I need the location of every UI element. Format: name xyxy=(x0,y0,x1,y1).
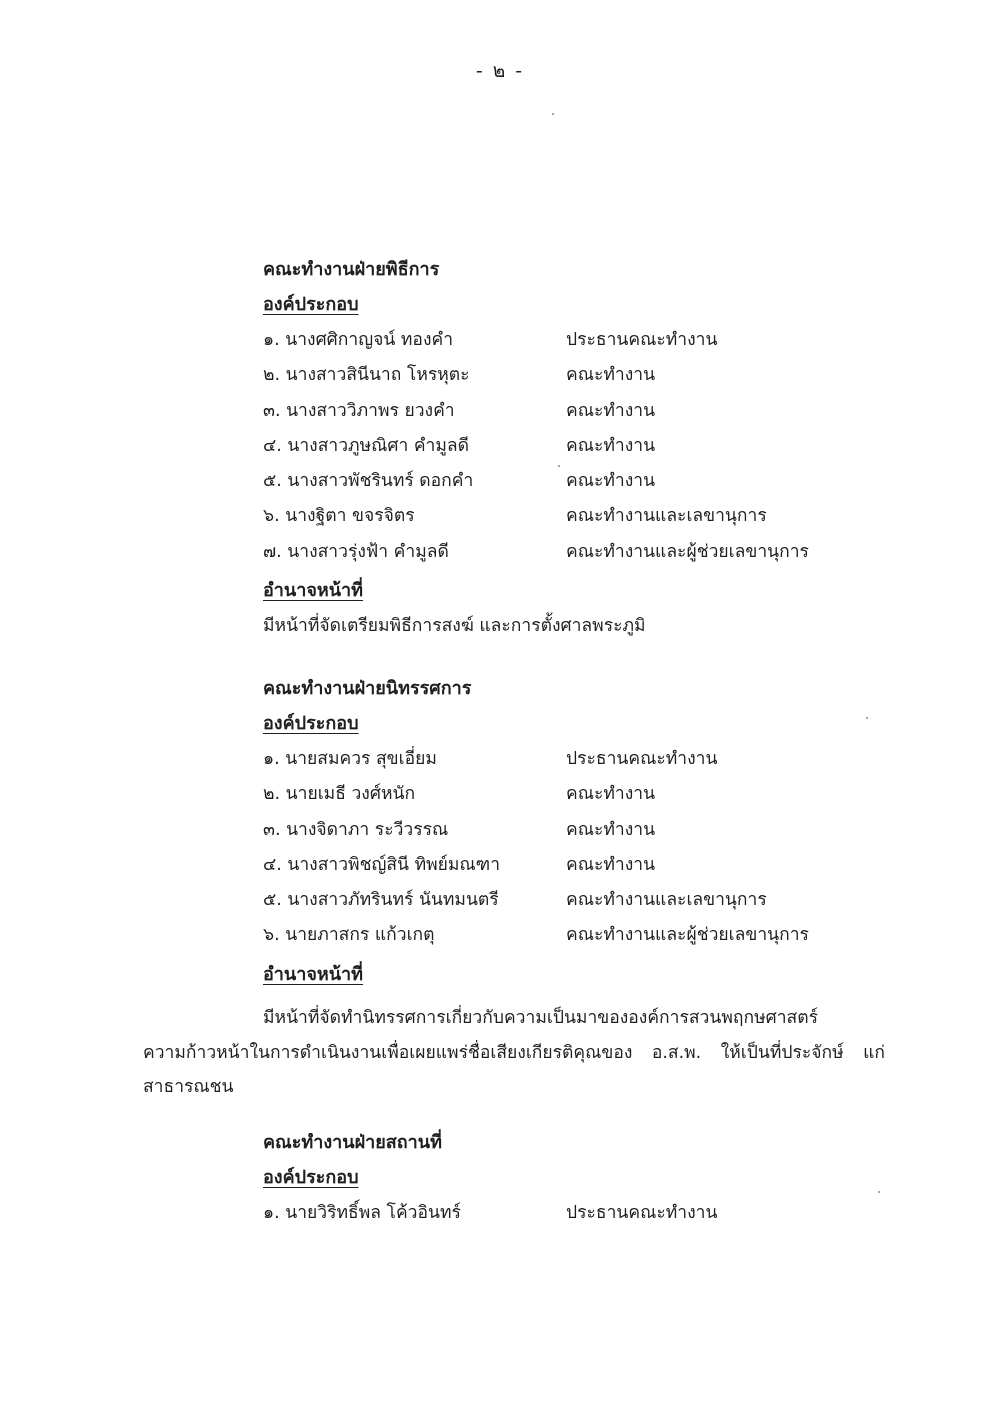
member-name: ๕. นางสาวภัทรินทร์ นันทมนตรี xyxy=(263,890,499,911)
duty-heading: อำนาจหน้าที่ xyxy=(263,963,364,985)
member-role: ประธานคณะทำงาน xyxy=(566,330,718,350)
section-title: คณะทำงานฝ่ายพิธีการ xyxy=(263,259,440,280)
duty-paragraph xyxy=(143,1001,885,1105)
page-number: - ๒ - xyxy=(475,60,525,82)
member-row xyxy=(263,1198,903,1233)
member-role: คณะทำงานและเลขานุการ xyxy=(566,506,767,527)
member-name: ๑. นายสมควร สุขเอี่ยม xyxy=(263,749,437,769)
section-title: คณะทำงานฝ่ายสถานที่ xyxy=(263,1132,442,1153)
member-row xyxy=(263,396,903,431)
member-name: ๔. นางสาวภูษณิศา คำมูลดี xyxy=(263,435,470,456)
member-role: คณะทำงาน xyxy=(566,854,656,875)
member-role: คณะทำงาน xyxy=(566,819,656,840)
duty-line: มีหน้าที่จัดทำนิทรรศการเกี่ยวกับความเป็นมาขององค์การสวนพฤกษศาสตร์ xyxy=(263,1008,818,1028)
working-group-ceremony xyxy=(263,255,903,641)
member-name: ๑. นางศศิกาญจน์ ทองคำ xyxy=(263,330,454,350)
member-name: ๗. นางสาวรุ่งฟ้า คำมูลดี xyxy=(263,541,449,562)
member-row xyxy=(263,779,903,814)
member-role: ประธานคณะทำงาน xyxy=(566,749,718,769)
section-title: คณะทำงานฝ่ายนิทรรศการ xyxy=(263,678,472,699)
working-group-venue xyxy=(263,1128,903,1233)
members-heading: องค์ประกอบ xyxy=(263,713,359,734)
member-row xyxy=(263,920,903,955)
member-row xyxy=(263,815,903,850)
member-role: คณะทำงาน xyxy=(566,365,656,386)
member-role: คณะทำงาน xyxy=(566,400,656,421)
member-name: ๒. นางสาวสินีนาถ โหรหุตะ xyxy=(263,365,470,386)
member-name: ๓. นางจิดาภา ระวีวรรณ xyxy=(263,819,449,840)
member-name: ๑. นายวิริทธิ์พล โค้วอินทร์ xyxy=(263,1203,461,1223)
duty-line: สาธารณชน xyxy=(143,1077,234,1097)
member-role: คณะทำงาน xyxy=(566,435,656,456)
member-role: คณะทำงาน xyxy=(566,471,656,492)
member-role: คณะทำงานและเลขานุการ xyxy=(566,890,767,911)
member-role: คณะทำงาน xyxy=(566,784,656,805)
member-role: ประธานคณะทำงาน xyxy=(566,1203,718,1223)
scan-speck xyxy=(552,113,554,115)
duty-line: ความก้าวหน้าในการดำเนินงานเพื่อเผยแพร่ชื่อเสียงเกียรติคุณของ อ.ส.พ. ให้เป็นที่ประจักษ์ แก่ xyxy=(143,1042,885,1063)
member-row xyxy=(263,850,903,885)
member-row xyxy=(263,744,903,779)
member-name: ๓. นางสาววิภาพร ยวงคำ xyxy=(263,400,455,421)
member-role: คณะทำงานและผู้ช่วยเลขานุการ xyxy=(566,925,809,946)
member-row xyxy=(263,325,903,360)
member-role: คณะทำงานและผู้ช่วยเลขานุการ xyxy=(566,541,809,562)
scan-speck xyxy=(558,465,560,467)
member-row xyxy=(263,431,903,466)
member-name: ๖. นางฐิตา ขจรจิตร xyxy=(263,506,415,527)
member-row xyxy=(263,466,903,501)
member-name: ๕. นางสาวพัชรินทร์ ดอกคำ xyxy=(263,471,474,492)
members-heading: องค์ประกอบ xyxy=(263,294,359,315)
duty-heading: อำนาจหน้าที่ xyxy=(263,580,364,602)
scan-speck xyxy=(878,1191,880,1193)
member-name: ๖. นายภาสกร แก้วเกตุ xyxy=(263,925,435,946)
working-group-exhibition xyxy=(263,674,903,995)
member-name: ๔. นางสาวพิชญ์สินี ทิพย์มณฑา xyxy=(263,854,501,875)
member-row xyxy=(263,885,903,920)
member-row xyxy=(263,360,903,395)
duty-text: มีหน้าที่จัดเตรียมพิธีการสงฆ์ และการตั้งศาลพระภูมิ xyxy=(263,616,646,637)
member-name: ๒. นายเมธี วงศ์หนัก xyxy=(263,784,416,805)
member-row xyxy=(263,501,903,536)
member-row xyxy=(263,537,903,572)
scan-speck xyxy=(866,717,868,719)
members-heading: องค์ประกอบ xyxy=(263,1167,359,1188)
